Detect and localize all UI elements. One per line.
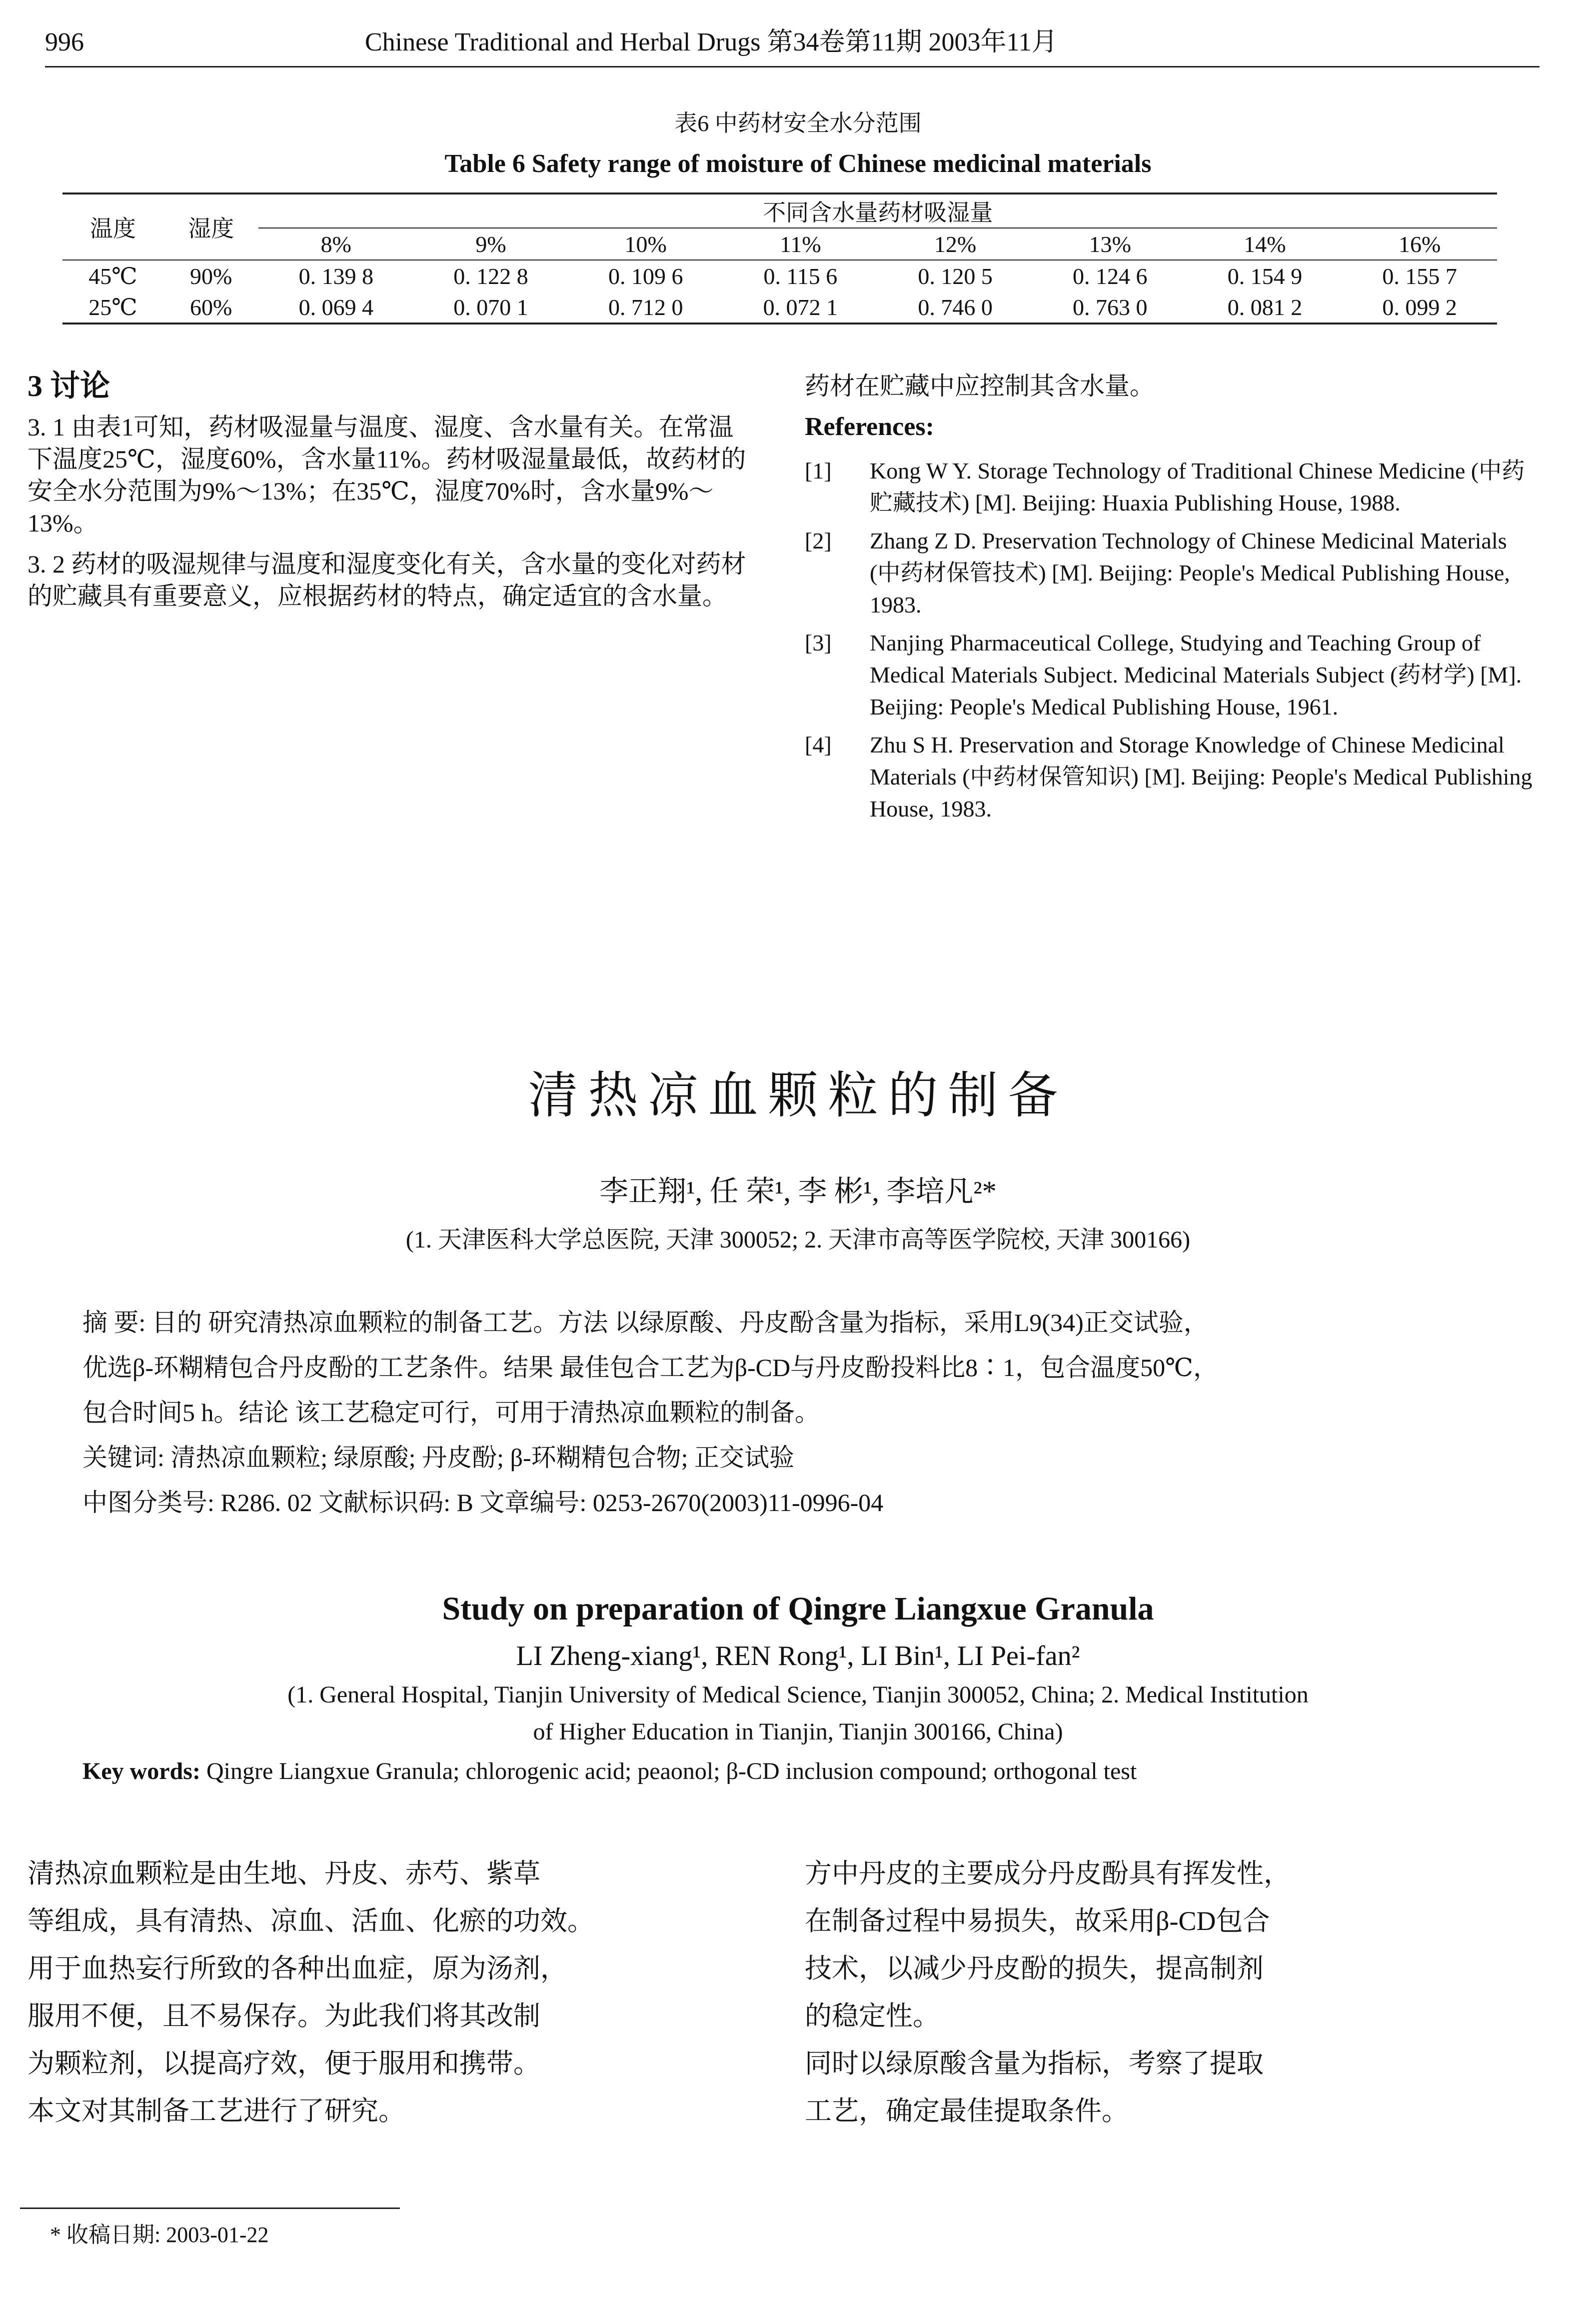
reference-text: Zhu S H. Preservation and Storage Knowledge of Chinese Medicinal Materials (中药材保管知识) [M]. Beijing: People's Medical Publishing House, 1983. [870, 732, 1533, 822]
section-heading: 3 讨论 [27, 370, 110, 402]
moisture-level-header: 16% [1342, 228, 1497, 260]
moisture-level-header: 10% [568, 228, 723, 260]
reference-number: [1] [805, 458, 832, 484]
value-cell: 0. 155 7 [1342, 260, 1497, 292]
moisture-level-header: 12% [878, 228, 1033, 260]
affiliation-cn: (1. 天津医科大学总医院, 天津 300052; 2. 天津市高等医学院校, 天津 300166) [405, 1226, 1191, 1253]
table-caption-cn: 表6 中药材安全水分范围 [674, 110, 922, 136]
value-cell: 0. 763 0 [1033, 292, 1188, 324]
body-line: 等组成，具有清热、凉血、活血、化瘀的功效。 [27, 1906, 594, 1936]
moisture-level-header: 9% [413, 228, 568, 260]
reference-number: [2] [805, 528, 832, 554]
authors-en: LI Zheng-xiang¹, REN Rong¹, LI Bin¹, LI Pei-fan² [516, 1640, 1080, 1672]
group-header: 不同含水量药材吸湿量 [258, 194, 1497, 228]
value-cell: 0. 124 6 [1033, 260, 1188, 292]
col-header-temp: 温度 [62, 194, 163, 260]
article-title-en: Study on preparation of Qingre Liangxue Granula [442, 1590, 1154, 1627]
paragraph-3-2: 3. 2 药材的吸湿规律与温度和湿度变化有关，含水量的变化对药材的贮藏具有重要意义，应根据药材的特点，确定适宜的含水量。 [27, 550, 746, 610]
abstract-cn [82, 1300, 1517, 1525]
authors-cn: 李正翔¹, 任 荣¹, 李 彬¹, 李培凡²* [599, 1175, 997, 1208]
value-cell: 0. 115 6 [723, 260, 878, 292]
abstract-line: 中图分类号: R286. 02 文献标识码: B 文章编号: 0253-2670(2003)11-0996-04 [82, 1488, 884, 1516]
reference-text: Kong W Y. Storage Technology of Traditional Chinese Medicine (中药贮藏技术) [M]. Beijing: Huaxia Publishing House, 1988. [870, 458, 1525, 516]
moisture-table [62, 192, 1497, 324]
value-cell: 0. 072 1 [723, 292, 878, 324]
keywords-text: Qingre Liangxue Granula; chlorogenic acid; peaonol; β-CD inclusion compound; orthogonal test [206, 1758, 1137, 1784]
body-right-column [805, 1850, 1540, 2135]
humidity-cell: 60% [163, 292, 259, 324]
table-row [62, 260, 1497, 292]
value-cell: 0. 712 0 [568, 292, 723, 324]
reference-item [805, 627, 1540, 723]
reference-item [805, 455, 1540, 519]
reference-item [805, 525, 1540, 621]
moisture-level-header: 13% [1033, 228, 1188, 260]
moisture-level-header: 11% [723, 228, 878, 260]
value-cell: 0. 154 9 [1188, 260, 1343, 292]
body-line: 方中丹皮的主要成分丹皮酚具有挥发性， [805, 1858, 1291, 1888]
value-cell: 0. 139 8 [258, 260, 413, 292]
body-line: 本文对其制备工艺进行了研究。 [27, 2096, 405, 2126]
page-number: 996 [45, 28, 84, 56]
affiliation-en-2: of Higher Education in Tianjin, Tianjin 300166, China) [533, 1718, 1063, 1745]
body-line: 工艺，确定最佳提取条件。 [805, 2096, 1129, 2126]
references-title: References: [805, 412, 934, 441]
right-intro: 药材在贮藏中应控制其含水量。 [805, 372, 1155, 400]
value-cell: 0. 109 6 [568, 260, 723, 292]
value-cell: 0. 122 8 [413, 260, 568, 292]
reference-number: [3] [805, 630, 832, 656]
reference-text: Nanjing Pharmaceutical College, Studying and Teaching Group of Medical Materials Subject. Medicinal Materials Subject (药材学) [M]. Beijing: People's Medical Publishing House, 1961. [870, 630, 1522, 720]
abstract-line: 优选β-环糊精包合丹皮酚的工艺条件。结果 最佳包合工艺为β-CD与丹皮酚投料比8∶1，包合温度50℃， [82, 1354, 1219, 1382]
value-cell: 0. 746 0 [878, 292, 1033, 324]
article-title-cn: 清热凉血颗粒的制备 [528, 1068, 1068, 1124]
body-line: 用于血热妄行所致的各种出血症，原为汤剂， [27, 1954, 567, 1984]
reference-item [805, 729, 1540, 825]
reference-text: Zhang Z D. Preservation Technology of Chinese Medicinal Materials (中药材保管技术) [M]. Beijing: People's Medical Publishing House, 1983. [870, 528, 1510, 618]
body-line: 的稳定性。 [805, 2001, 940, 2031]
abstract-line: 包合时间5 h。结论 该工艺稳定可行，可用于清热凉血颗粒的制备。 [82, 1398, 820, 1426]
footnote: * 收稿日期: 2003-01-22 [50, 2222, 269, 2247]
body-line: 同时以绿原酸含量为指标，考察了提取 [805, 2048, 1264, 2078]
body-line: 为颗粒剂，以提高疗效，便于服用和携带。 [27, 2048, 540, 2078]
left-column [27, 370, 752, 621]
value-cell: 0. 070 1 [413, 292, 568, 324]
temp-cell: 25℃ [62, 292, 163, 324]
body-line: 清热凉血颗粒是由生地、丹皮、赤芍、紫草 [27, 1858, 540, 1888]
value-cell: 0. 081 2 [1188, 292, 1343, 324]
running-header [45, 25, 1540, 68]
value-cell: 0. 099 2 [1342, 292, 1497, 324]
reference-list [805, 455, 1540, 825]
keywords-en [82, 1758, 1137, 1785]
table-row [62, 292, 1497, 324]
value-cell: 0. 120 5 [878, 260, 1033, 292]
temp-cell: 45℃ [62, 260, 163, 292]
journal-info: Chinese Traditional and Herbal Drugs 第34卷第11期 2003年11月 [365, 28, 1058, 56]
reference-number: [4] [805, 732, 832, 758]
humidity-cell: 90% [163, 260, 259, 292]
body-left-column [27, 1850, 757, 2135]
footnote-rule [20, 2208, 400, 2209]
body-line: 在制备过程中易损失，故采用β-CD包合 [805, 1906, 1270, 1936]
right-column [805, 370, 1540, 831]
value-cell: 0. 069 4 [258, 292, 413, 324]
table-caption-en: Table 6 Safety range of moisture of Chinese medicinal materials [444, 150, 1152, 178]
body-line: 服用不便，且不易保存。为此我们将其改制 [27, 2001, 540, 2031]
moisture-level-header: 8% [258, 228, 413, 260]
col-header-humidity: 湿度 [163, 194, 259, 260]
moisture-level-header: 14% [1188, 228, 1343, 260]
keywords-label: Key words: [82, 1758, 200, 1784]
paragraph-3-1: 3. 1 由表1可知，药材吸湿量与温度、湿度、含水量有关。在常温下温度25℃，湿度60%，含水量11%。药材吸湿量最低，故药材的安全水分范围为9%～13%；在35℃，湿度70%时，含水量9%～13%。 [27, 413, 746, 537]
body-line: 技术，以减少丹皮酚的损失，提高制剂 [805, 1954, 1264, 1984]
abstract-line: 摘 要: 目的 研究清热凉血颗粒的制备工艺。方法 以绿原酸、丹皮酚含量为指标，采用L9(34)正交试验， [82, 1308, 1209, 1336]
abstract-line: 关键词: 清热凉血颗粒; 绿原酸; 丹皮酚; β-环糊精包合物; 正交试验 [82, 1444, 795, 1472]
affiliation-en-1: (1. General Hospital, Tianjin University of Medical Science, Tianjin 300052, China; 2. Medical Institution [287, 1682, 1309, 1708]
